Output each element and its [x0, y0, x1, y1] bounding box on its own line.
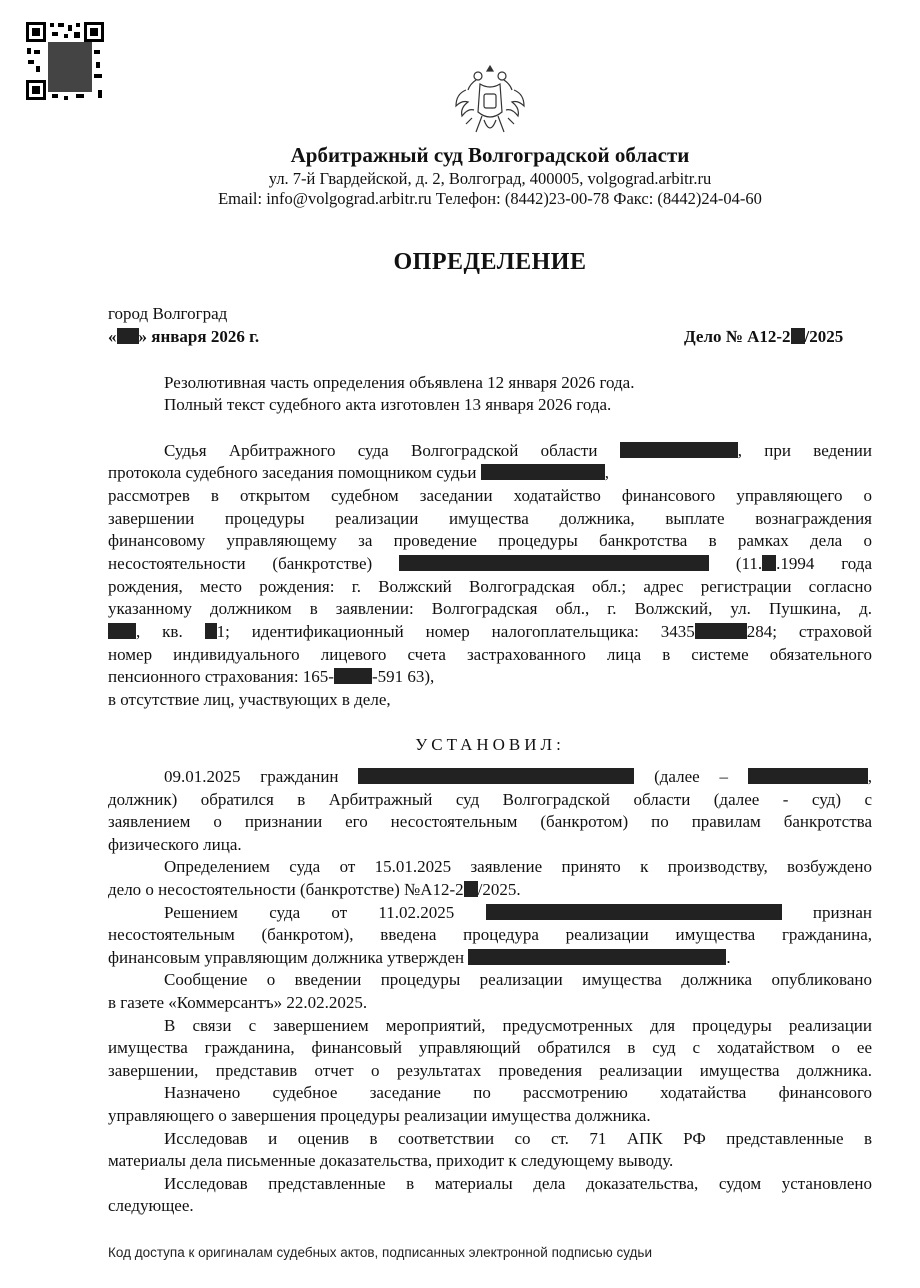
text-line: имущества гражданина, финансовый управляющий обратился в суд с ходатайством о ее	[108, 1038, 872, 1057]
section-heading: УСТАНОВИЛ:	[415, 735, 565, 754]
text-line: Сообщение о введении процедуры реализации имущества должника опубликовано	[164, 970, 872, 989]
court-address: ул. 7-й Гвардейской, д. 2, Волгоград, 400005, volgograd.arbitr.ru	[268, 169, 712, 188]
text-line: пенсионного страхования: 165- -591 63),	[108, 667, 435, 686]
text-line: Судья Арбитражного суда Волгоградской области , при ведении	[164, 441, 873, 460]
redaction	[695, 623, 747, 639]
redaction	[117, 328, 139, 344]
redaction	[762, 555, 776, 571]
redaction	[748, 768, 868, 784]
text-line: протокола судебного заседания помощником судьи ,	[108, 463, 609, 482]
document-date: « » января 2026 г.	[108, 327, 260, 346]
text-line: Назначено судебное заседание по рассмотрению ходатайства финансового	[164, 1083, 872, 1102]
text-line: Исследовав и оценив в соответствии со ст. 71 АПК РФ представленные в	[164, 1129, 872, 1148]
text-line: следующее.	[108, 1196, 194, 1215]
text-line: завершении, представив отчет о результатах проведения реализации имущества должника.	[108, 1061, 872, 1080]
court-name: Арбитражный суд Волгоградской области	[290, 143, 690, 167]
court-contacts: Email: info@volgograd.arbitr.ru Телефон: (8442)23-00-78 Факс: (8442)24-04-60	[218, 189, 762, 208]
case-number: Дело № А12-2 /2025	[684, 327, 844, 346]
text-line: управляющего о завершения процедуры реализации имущества должника.	[108, 1106, 651, 1125]
text-line: , кв. 1; идентификационный номер налогоплательщика: 3435 284; страховой	[108, 622, 872, 642]
redaction	[334, 668, 372, 684]
text-line: материалы дела письменные доказательства, приходит к следующему выводу.	[108, 1151, 674, 1170]
state-emblem-icon	[452, 60, 528, 138]
intro-line: Полный текст судебного акта изготовлен 13 января 2026 года.	[164, 395, 612, 414]
intro-line: Резолютивная часть определения объявлена 12 января 2026 года.	[164, 373, 635, 392]
text-line: указанному должником в заявлении: Волгоградская обл., г. Волжский, ул. Пушкина, д.	[108, 599, 872, 618]
city: город Волгоград	[108, 304, 228, 323]
text-line: финансовому управляющему за проведение процедуры банкротства в рамках дела о	[108, 531, 872, 550]
redaction	[468, 949, 726, 965]
qr-code	[24, 20, 106, 102]
access-code-footer: Код доступа к оригиналам судебных актов, подписанных электронной подписью судьи	[108, 1245, 652, 1260]
text-line: номер индивидуального лицевого счета застрахованного лица в системе обязательного	[108, 645, 872, 664]
document-title: ОПРЕДЕЛЕНИЕ	[393, 249, 587, 275]
text-line: завершении процедуры реализации имущества должника, выплате вознаграждения	[108, 509, 872, 528]
redaction	[620, 442, 738, 458]
text-line: несостоятельным (банкротом), введена процедура реализации имущества гражданина,	[108, 925, 872, 944]
text-line: в газете «Коммерсантъ» 22.02.2025.	[108, 993, 368, 1012]
text-line: несостоятельности (банкротстве) (11. .1994 года	[108, 554, 872, 573]
text-line: физического лица.	[108, 835, 242, 854]
text-line: Решением суда от 11.02.2025 признан	[164, 903, 872, 922]
text-line: должник) обратился в Арбитражный суд Волгоградской области (далее - суд) с	[108, 790, 872, 809]
text-line: Определением суда от 15.01.2025 заявление принято к производству, возбуждено	[164, 857, 872, 876]
redaction	[358, 768, 634, 784]
redaction	[486, 904, 782, 920]
redaction	[108, 623, 136, 639]
text-line: рождения, место рождения: г. Волжский Волгоградская обл.; адрес регистрации согласно	[108, 577, 872, 596]
text-line: 09.01.2025 гражданин (далее – ,	[164, 767, 872, 786]
redaction	[399, 555, 709, 571]
text-line: в отсутствие лиц, участвующих в деле,	[108, 690, 391, 709]
redaction	[791, 328, 805, 344]
redaction	[205, 623, 217, 639]
text-line: дело о несостоятельности (банкротстве) №А12-2 /2025.	[108, 880, 521, 899]
redaction	[481, 464, 605, 480]
text-line: рассмотрев в открытом судебном заседании ходатайство финансового управляющего о	[108, 486, 872, 505]
redaction	[464, 881, 478, 897]
text-line: Исследовав представленные в материалы дела доказательства, судом установлено	[164, 1174, 872, 1193]
text-line: В связи с завершением мероприятий, предусмотренных для процедуры реализации	[164, 1016, 872, 1035]
text-line: финансовым управляющим должника утвержден .	[108, 948, 731, 967]
text-line: заявлением о признании его несостоятельным (банкротом) по правилам банкротства	[108, 812, 872, 831]
